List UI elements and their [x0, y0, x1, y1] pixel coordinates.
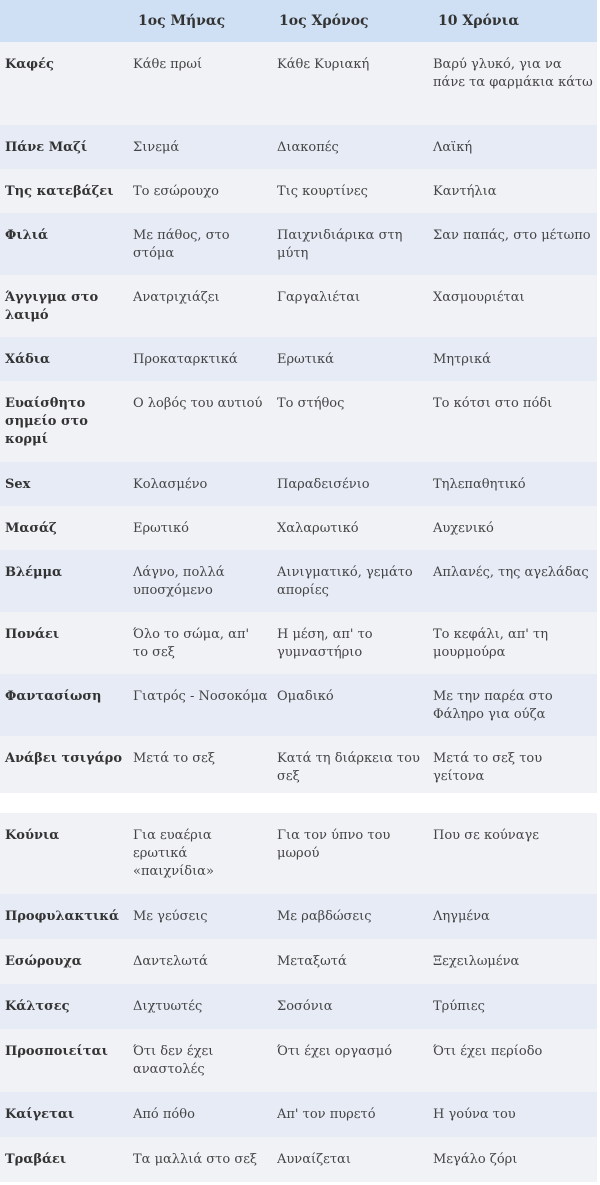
row-label: Της κατεβάζει [5, 184, 114, 199]
table-row [0, 1137, 597, 1182]
row-label: Πάνε Μαζί [5, 140, 88, 155]
cell-first-year: Σοσόνια [277, 999, 333, 1014]
row-label: Φιλιά [5, 228, 49, 243]
cell-first-month: Διχτυωτές [133, 999, 203, 1014]
cell-first-year: Ομαδικό [277, 689, 334, 704]
cell-ten-years: Η γούνα του [433, 1107, 516, 1122]
cell-ten-years: Καντήλια [433, 184, 497, 199]
header-first-year: 1ος Χρόνος [279, 13, 369, 29]
cell-ten-years: Ότι έχει περίοδο [433, 1044, 543, 1059]
cell-ten-years: Τηλεπαθητικό [433, 477, 526, 492]
row-label: Εσώρουχα [5, 954, 82, 969]
cell-ten-years: Που σε κούναγε [433, 828, 539, 843]
row-label: Καίγεται [5, 1107, 75, 1122]
row-label: Φαντασίωση [5, 689, 102, 704]
cell-ten-years: Τρύπιες [433, 999, 485, 1014]
table-row [0, 736, 597, 800]
cell-ten-years: Το κεφάλι, απ' τη μουρμούρα [433, 627, 548, 660]
cell-ten-years: Μητρικά [433, 352, 491, 367]
cell-ten-years: Το κότσι στο πόδι [433, 396, 553, 411]
cell-first-month: Όλο το σώμα, απ' το σεξ [133, 627, 250, 660]
cell-first-month: Κάθε πρωί [133, 57, 203, 72]
table-row [0, 612, 597, 674]
cell-ten-years: Λαϊκή [433, 140, 473, 155]
row-label: Πονάει [5, 627, 60, 642]
cell-first-year: Παραδεισένιο [277, 477, 370, 492]
cell-ten-years: Με την παρέα στο Φάληρο για ούζα [433, 689, 553, 722]
cell-first-year: Διακοπές [277, 140, 339, 155]
cell-first-year: Ερωτικά [277, 352, 334, 367]
table-row [0, 1092, 597, 1137]
row-label: Ανάβει τσιγάρο [5, 751, 122, 766]
row-label: Τραβάει [5, 1152, 67, 1167]
cell-first-year: Χαλαρωτικό [277, 521, 359, 536]
cell-first-year: Το στήθος [277, 396, 345, 411]
cell-ten-years: Μετά το σεξ του γείτονα [433, 751, 543, 784]
table-row [0, 674, 597, 736]
cell-first-month: Τα μαλλιά στο σεξ [133, 1152, 258, 1167]
table-row [0, 125, 597, 169]
row-label: Ευαίσθητο σημείο στο κορμί [5, 396, 88, 447]
table-row [0, 275, 597, 337]
table-row [0, 169, 597, 213]
cell-first-month: Το εσώρουχο [133, 184, 219, 199]
table-row [0, 213, 597, 275]
cell-first-month: Από πόθο [133, 1107, 195, 1122]
cell-ten-years: Βαρύ γλυκό, για να πάνε τα φαρμάκια κάτω [433, 57, 593, 90]
table-row [0, 381, 597, 462]
cell-first-month: Προκαταρκτικά [133, 352, 238, 367]
cell-first-month: Λάγνο, πολλά υποσχόμενο [133, 565, 225, 598]
table-body-continued [0, 813, 597, 1182]
cell-first-year: Γαργαλιέται [277, 290, 361, 305]
row-label: Άγγιγμα στο λαιμό [5, 290, 99, 323]
cell-first-month: Ο λοβός του αυτιού [133, 396, 263, 411]
cell-ten-years: Χασμουριέται [433, 290, 525, 305]
header-first-month: 1ος Μήνας [138, 13, 226, 29]
table-row [0, 984, 597, 1029]
row-label: Προφυλακτικά [5, 909, 120, 924]
cell-first-year: Κατά τη διάρκεια του σεξ [277, 751, 420, 784]
row-label: Μασάζ [5, 521, 57, 536]
cell-first-month: Κολασμένο [133, 477, 208, 492]
table-header-row [0, 0, 597, 42]
cell-ten-years: Ληγμένα [433, 909, 490, 924]
cell-first-month: Μετά το σεξ [133, 751, 216, 766]
cell-ten-years: Απλανές, της αγελάδας [433, 565, 589, 580]
cell-first-year: Ότι έχει οργασμό [277, 1044, 393, 1059]
comparison-table-continued [0, 813, 597, 1182]
cell-first-year: Η μέση, απ' το γυμναστήριο [277, 627, 373, 660]
cell-first-month: Ότι δεν έχει αναστολές [133, 1044, 214, 1077]
cell-first-year: Αυναίζεται [277, 1152, 351, 1167]
row-label: Χάδια [5, 352, 51, 367]
table-gap [0, 793, 600, 813]
row-label: Καφές [5, 57, 54, 72]
cell-first-year: Κάθε Κυριακή [277, 57, 370, 72]
header-ten-years: 10 Χρόνια [438, 13, 520, 29]
table-row [0, 894, 597, 939]
table-row [0, 42, 597, 125]
row-label: Βλέμμα [5, 565, 63, 580]
row-label: Κούνια [5, 828, 60, 843]
cell-ten-years: Σαν παπάς, στο μέτωπο [433, 228, 591, 243]
cell-ten-years: Αυχενικό [433, 521, 494, 536]
cell-first-year: Μεταξωτά [277, 954, 347, 969]
table-row [0, 550, 597, 612]
cell-first-month: Για ευαέρια ερωτικά «παιχνίδια» [133, 828, 214, 879]
cell-first-year: Για τον ύπνο του μωρού [277, 828, 391, 861]
cell-first-month: Με γεύσεις [133, 909, 208, 924]
cell-first-month: Με πάθος, στο στόμα [133, 228, 230, 261]
row-label: Κάλτσες [5, 999, 70, 1014]
table-row [0, 506, 597, 550]
cell-first-year: Αινιγματικό, γεμάτο απορίες [277, 565, 413, 598]
cell-first-year: Παιχνιδιάρικα στη μύτη [277, 228, 403, 261]
cell-first-month: Δαντελωτά [133, 954, 208, 969]
table-row [0, 462, 597, 506]
row-label: Sex [5, 477, 31, 492]
cell-first-month: Γιατρός - Νοσοκόμα [133, 689, 268, 704]
cell-first-month: Σινεμά [133, 140, 180, 155]
cell-first-month: Ερωτικό [133, 521, 189, 536]
cell-first-year: Απ' τον πυρετό [277, 1107, 376, 1122]
table-body [0, 42, 597, 800]
row-label: Προσποιείται [5, 1044, 108, 1059]
table-row [0, 939, 597, 984]
cell-first-year: Τις κουρτίνες [277, 184, 368, 199]
table-row [0, 813, 597, 894]
cell-ten-years: Μεγάλο ζόρι [433, 1152, 518, 1167]
table-row [0, 337, 597, 381]
cell-first-month: Ανατριχιάζει [133, 290, 220, 305]
cell-first-year: Με ραβδώσεις [277, 909, 372, 924]
cell-ten-years: Ξεχειλωμένα [433, 954, 520, 969]
table-row [0, 1029, 597, 1092]
